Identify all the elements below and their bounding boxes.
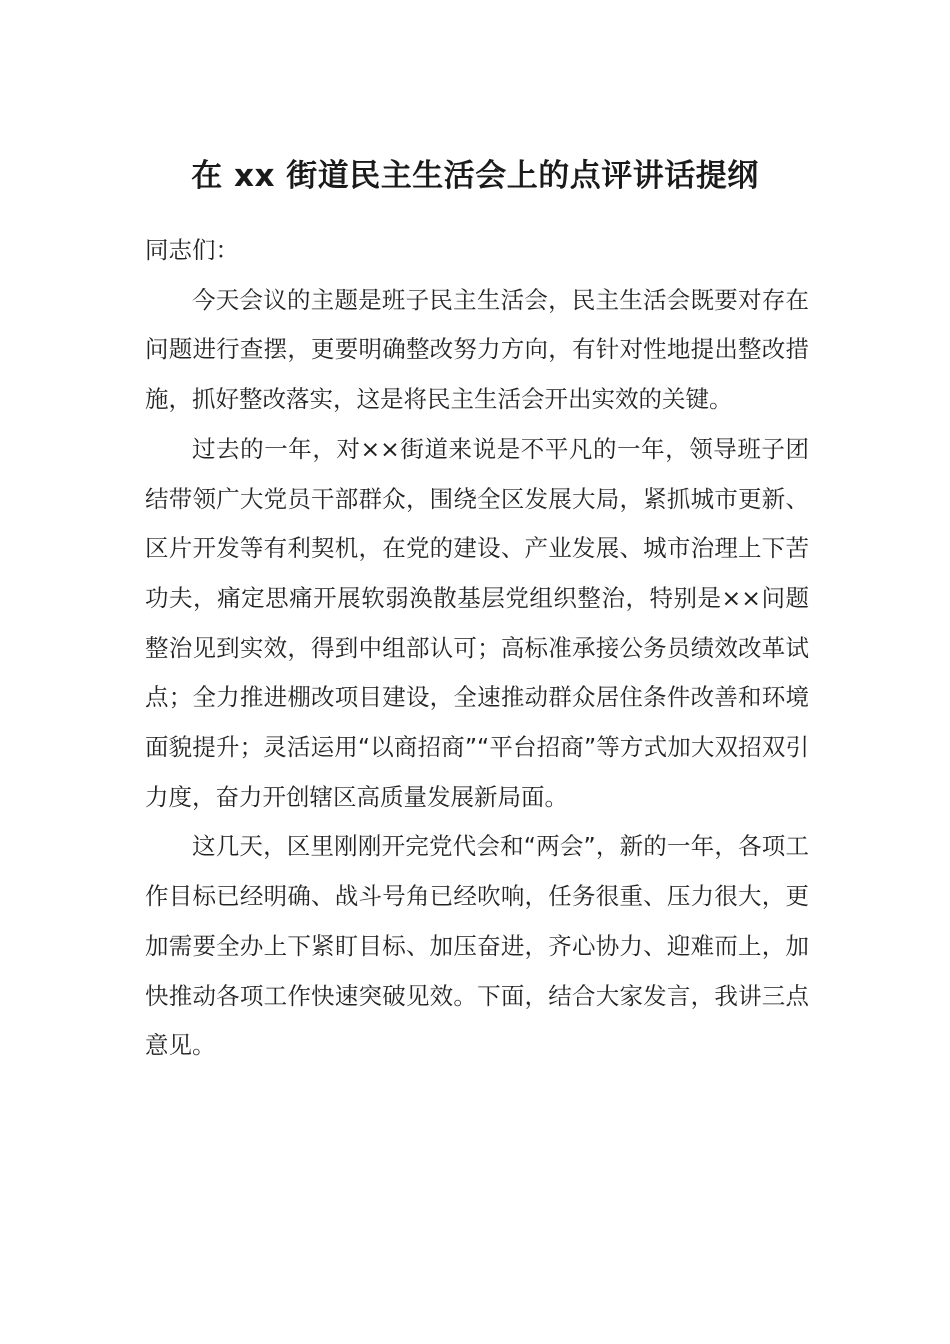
paragraph-2: 过去的一年，对××街道来说是不平凡的一年，领导班子团结带领广大党员干部群众，围绕全区发展大局，紧抓城市更新、区片开发等有利契机，在党的建设、产业发展、城市治理上下苦功夫，痛定思痛开展软弱涣散基层党组织整治，特别是××问题整治见到实效，得到中组部认可；高标准承接公务员绩效改革试点；全力推进棚改项目建设，全速推动群众居住条件改善和环境面貌提升；灵活运用“以商招商”“平台招商”等方式加大双招双引力度，奋力开创辖区高质量发展新局面。 (145, 434, 809, 811)
paragraph-3: 这几天，区里刚刚开完党代会和“两会”，新的一年，各项工作目标已经明确、战斗号角已经吹响，任务很重、压力很大，更加需要全办上下紧盯目标、加压奋进，齐心协力、迎难而上，加快推动各项工作快速突破见效。下面，结合大家发言，我讲三点意见。 (145, 832, 809, 1060)
document-title: 在 xx 街道民主生活会上的点评讲话提纲 (191, 158, 759, 194)
paragraph-1: 今天会议的主题是班子民主生活会，民主生活会既要对存在问题进行查摆，更要明确整改努力方向，有针对性地提出整改措施，抓好整改落实，这是将民主生活会开出实效的关键。 (145, 285, 809, 414)
salutation: 同志们： (145, 236, 239, 264)
document-body (145, 226, 809, 1071)
